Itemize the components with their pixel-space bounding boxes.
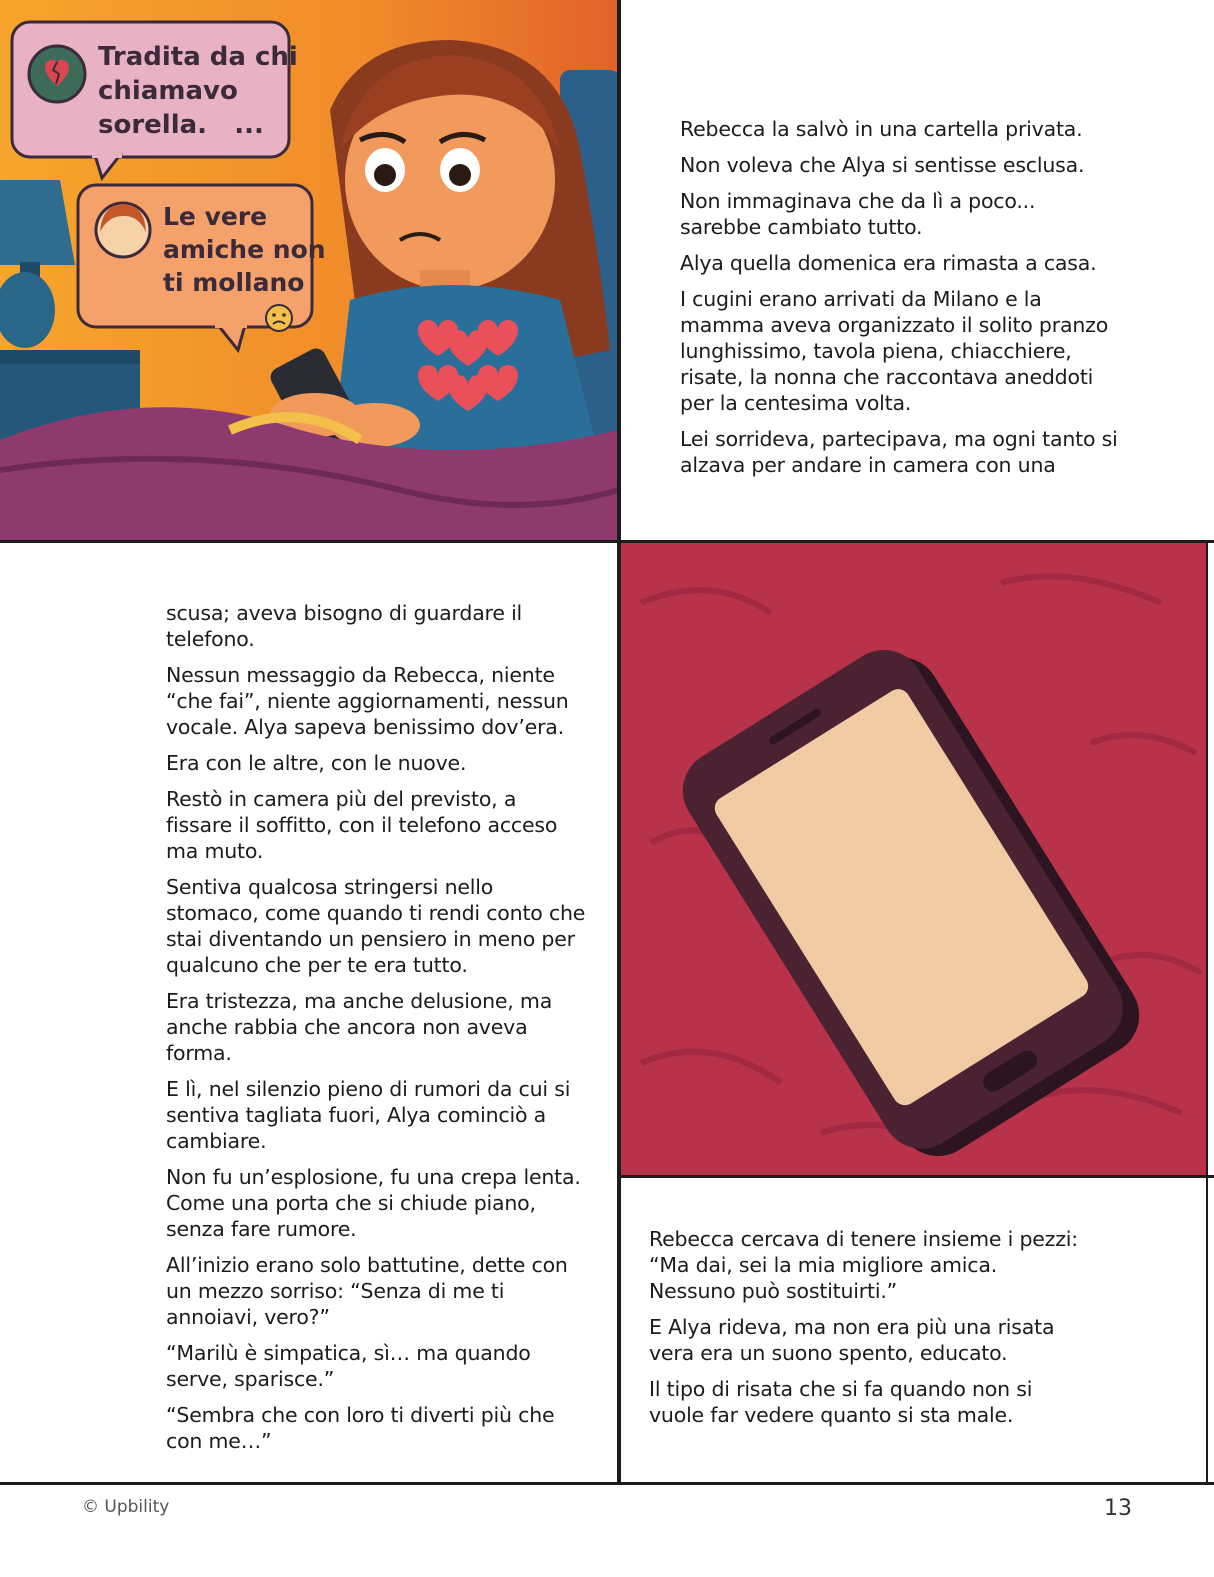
paragraph: scusa; aveva bisogno di guardare il telefono.: [166, 601, 523, 651]
paragraph: Era con le altre, con le nuove.: [166, 751, 467, 775]
panel-border-right: [1206, 543, 1208, 1484]
panel-divider-top: [0, 540, 1214, 543]
paragraph: Rebecca cercava di tenere insieme i pezzi: “Ma dai, sei la mia migliore amica. Nessuno può sostituirti.”: [649, 1227, 1079, 1303]
paragraph: E lì, nel silenzio pieno di rumori da cui si sentiva tagliata fuori, Alya cominciò a cambiare.: [166, 1077, 571, 1153]
panel-divider-bottom: [0, 1482, 1214, 1485]
paragraph: I cugini erano arrivati da Milano e la mamma aveva organizzato il solito pranzo lunghissimo, tavola piena, chiacchiere, risate, la nonna che raccontava aneddoti per la centesima volta.: [680, 287, 1109, 415]
copyright-footer: © Upbility: [82, 1497, 170, 1517]
text-panel-top-right: [680, 116, 1120, 488]
bubble-1-text: Tradita da chi chiamavo sorella. ...: [98, 42, 298, 140]
bubble-2-text: Le vere amiche non ti mollano: [163, 202, 326, 297]
paragraph: Non voleva che Alya si sentisse esclusa.: [680, 153, 1085, 177]
paragraph: Lei sorrideva, partecipava, ma ogni tanto si alzava per andare in camera con una: [680, 427, 1118, 477]
phone-illustration: [621, 543, 1207, 1176]
page-number: 13: [1104, 1496, 1132, 1521]
comic-panel-girl: [0, 0, 618, 541]
bubble-ellipsis: ...: [234, 110, 264, 140]
panel-divider-mid-right: [619, 1175, 1214, 1178]
paragraph: Restò in camera più del previsto, a fissare il soffitto, con il telefono acceso ma muto.: [166, 787, 558, 863]
paragraph: Non immaginava che da lì a poco... sarebbe cambiato tutto.: [680, 189, 1036, 239]
paragraph: All’inizio erano solo battutine, dette con un mezzo sorriso: “Senza di me ti annoiavi, vero?”: [166, 1253, 568, 1329]
paragraph: Il tipo di risata che si fa quando non si vuole far vedere quanto si sta male.: [649, 1377, 1033, 1427]
paragraph: Nessun messaggio da Rebecca, niente “che fai”, niente aggiornamenti, nessun vocale. Alya sapeva benissimo dov’era.: [166, 663, 569, 739]
text-panel-bottom-right: [649, 1226, 1089, 1438]
paragraph: “Marilù è simpatica, sì… ma quando serve, sparisce.”: [166, 1341, 531, 1391]
paragraph: Rebecca la salvò in una cartella privata.: [680, 117, 1083, 141]
paragraph: Era tristezza, ma anche delusione, ma anche rabbia che ancora non aveva forma.: [166, 989, 553, 1065]
paragraph: Sentiva qualcosa stringersi nello stomaco, come quando ti rendi conto che stai diventando un pensiero in meno per qualcuno che per te era tutto.: [166, 875, 586, 977]
paragraph: Alya quella domenica era rimasta a casa.: [680, 251, 1097, 275]
sad-face-icon: [266, 305, 292, 331]
paragraph: E Alya rideva, ma non era più una risata vera era un suono spento, educato.: [649, 1315, 1055, 1365]
paragraph: Non fu un’esplosione, fu una crepa lenta. Come una porta che si chiude piano, senza fare rumore.: [166, 1165, 581, 1241]
paragraph: “Sembra che con loro ti diverti più che con me…”: [166, 1403, 555, 1453]
comic-panel-phone: [621, 543, 1207, 1176]
panel-divider-vertical: [617, 0, 621, 1484]
text-panel-bottom-left: [166, 600, 586, 1464]
